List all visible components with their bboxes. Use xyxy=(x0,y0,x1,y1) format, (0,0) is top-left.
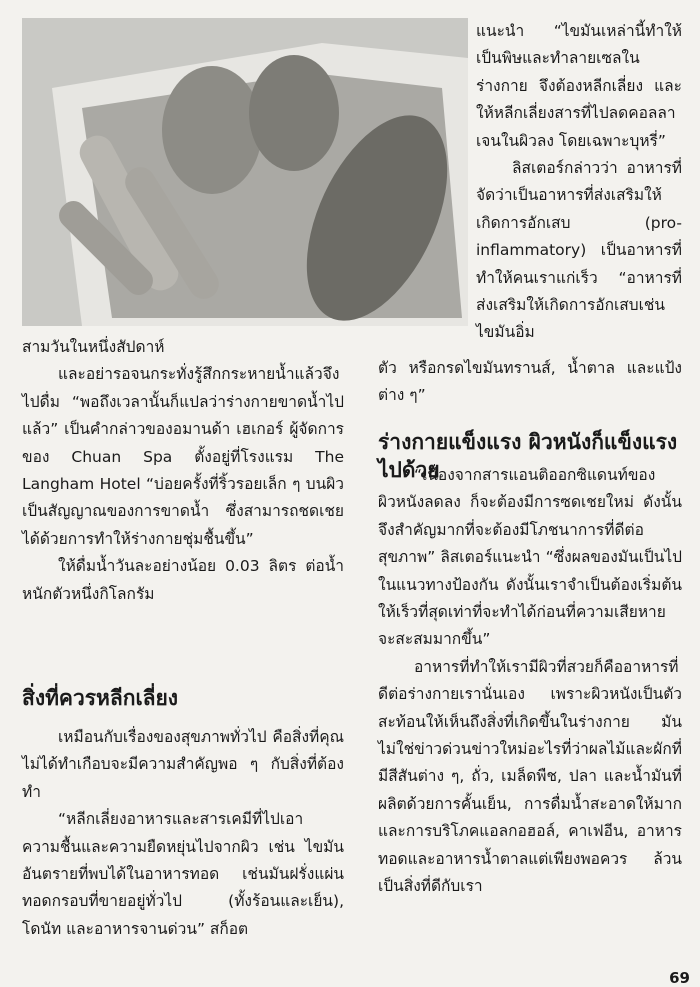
paragraph: ลิสเตอร์กล่าวว่า อาหารที่จัดว่าเป็นอาหารที่ส่งเสริมให้เกิดการอักเสบ (pro-inflammatory) เป็นอาหารที่ทำให้คนเราแก่เร็ว “อาหารที่ส่งเสริมให้เกิดการอักเสบเช่นไขมันอิ่ม xyxy=(476,159,682,342)
paragraph: “หลีกเลี่ยงอาหารและสารเคมีที่ไปเอาความชื้นและความยืดหยุ่นไปจากผิว เช่น ไขมันอันตรายที่พบได้ในอาหารทอด เช่นมันฝรั่งแผ่นทอดกรอบที่ขายอยู่ทั่วไป (ทั้งร้อนและเย็น), โดนัท และอาหารจานด่วน” สก็อต xyxy=(22,810,344,938)
right-column-top xyxy=(476,18,682,347)
right-column-continuation xyxy=(378,355,682,410)
paragraph: ตัว หรือกรดไขมันทรานส์, น้ำตาล และแป้งต่าง ๆ” xyxy=(378,359,682,405)
vegetable-box-illustration xyxy=(22,18,468,326)
paragraph: และอย่ารอจนกระทั่งรู้สึกกระหายน้ำแล้วจึงไปดื่ม “พอถึงเวลานั้นก็แปลว่าร่างกายขาดน้ำไปแล้ว” เป็นคำกล่าวของอมานด้า เฮเกอร์ ผู้จัดการของ Chuan Spa ตั้งอยู่ที่โรงแรม The Langham Hotel “บ่อยครั้งที่ริ้วรอยเล็ก ๆ บนผิวเป็นสัญญาณของการขาดน้ำ ซึ่งสามารถชดเชยได้ด้วยการทำให้ร่างกายชุ่มชื้นขึ้น” xyxy=(22,365,344,548)
paragraph: “เนื่องจากสารแอนติออกซิแดนท์ของผิวหนังลดลง ก็จะต้องมีการซดเชยใหม่ ดังนั้นจึงสำคัญมากที่จะต้องมีโภชนาการที่ดีต่อสุขภาพ” ลิสเตอร์แนะนำ “ซึ่งผลของมันเป็นไปในแนวทางป้องกัน ดังนั้นเราจำเป็นต้องเริ่มต้นให้เร็วที่สุดเท่าที่จะทำได้ก่อนที่ความเสียหายจะสะสมมากขึ้น” xyxy=(378,466,682,649)
paragraph: เหมือนกับเรื่องของสุขภาพทั่วไป คือสิ่งที่คุณไม่ได้ทำเกือบจะมีความสำคัญพอ ๆ กับสิ่งที่ต้องทำ xyxy=(22,728,344,801)
page-number: 69 xyxy=(669,969,690,987)
section-heading-avoid: สิ่งที่ควรหลีกเลี่ยง xyxy=(22,686,179,710)
paragraph: แนะนำ “ไขมันเหล่านี้ทำให้เป็นพิษและทำลายเซลในร่างกาย จึงต้องหลีกเลี่ยง และให้หลีกเลี่ยงสารที่ไปลดคอลลาเจนในผิวลง โดยเฉพาะบุหรี่” xyxy=(476,22,682,150)
paragraph: อาหารที่ทำให้เรามีผิวที่สวยก็คืออาหารที่ดีต่อร่างกายเรานั่นเอง เพราะผิวหนังเป็นตัวสะท้อนให้เห็นถึงสิ่งที่เกิดขึ้นในร่างกาย มันไม่ใช่ข่าวด่วนข่าวใหม่อะไรที่ว่าผลไม้และผักที่มีสีสันต่าง ๆ, ถั่ว, เมล็ดพืช, ปลา และน้ำมันที่ผลิตด้วยการคั้นเย็น, การดื่มน้ำสะอาดให้มาก และการบริโภคแอลกอฮอล์, คาเฟอีน, อาหารทอดและอาหารน้ำตาลแต่เพียงพอควร ล้วนเป็นสิ่งที่ดีกับเรา xyxy=(378,657,682,896)
section-heading-healthy-body: ร่างกายแข็งแรง ผิวหนังก็แข็งแรงไปด้วย xyxy=(378,430,678,482)
left-column-top xyxy=(22,334,344,608)
paragraph: ให้ดื่มน้ำวันละอย่างน้อย 0.03 ลิตร ต่อน้ำหนักตัวหนึ่งกิโลกรัม xyxy=(22,557,344,603)
left-column-bottom xyxy=(22,724,344,943)
right-column-bottom xyxy=(378,462,682,901)
vegetable-box-photo xyxy=(22,18,468,326)
paragraph: สามวันในหนึ่งสัปดาห์ xyxy=(22,338,165,356)
